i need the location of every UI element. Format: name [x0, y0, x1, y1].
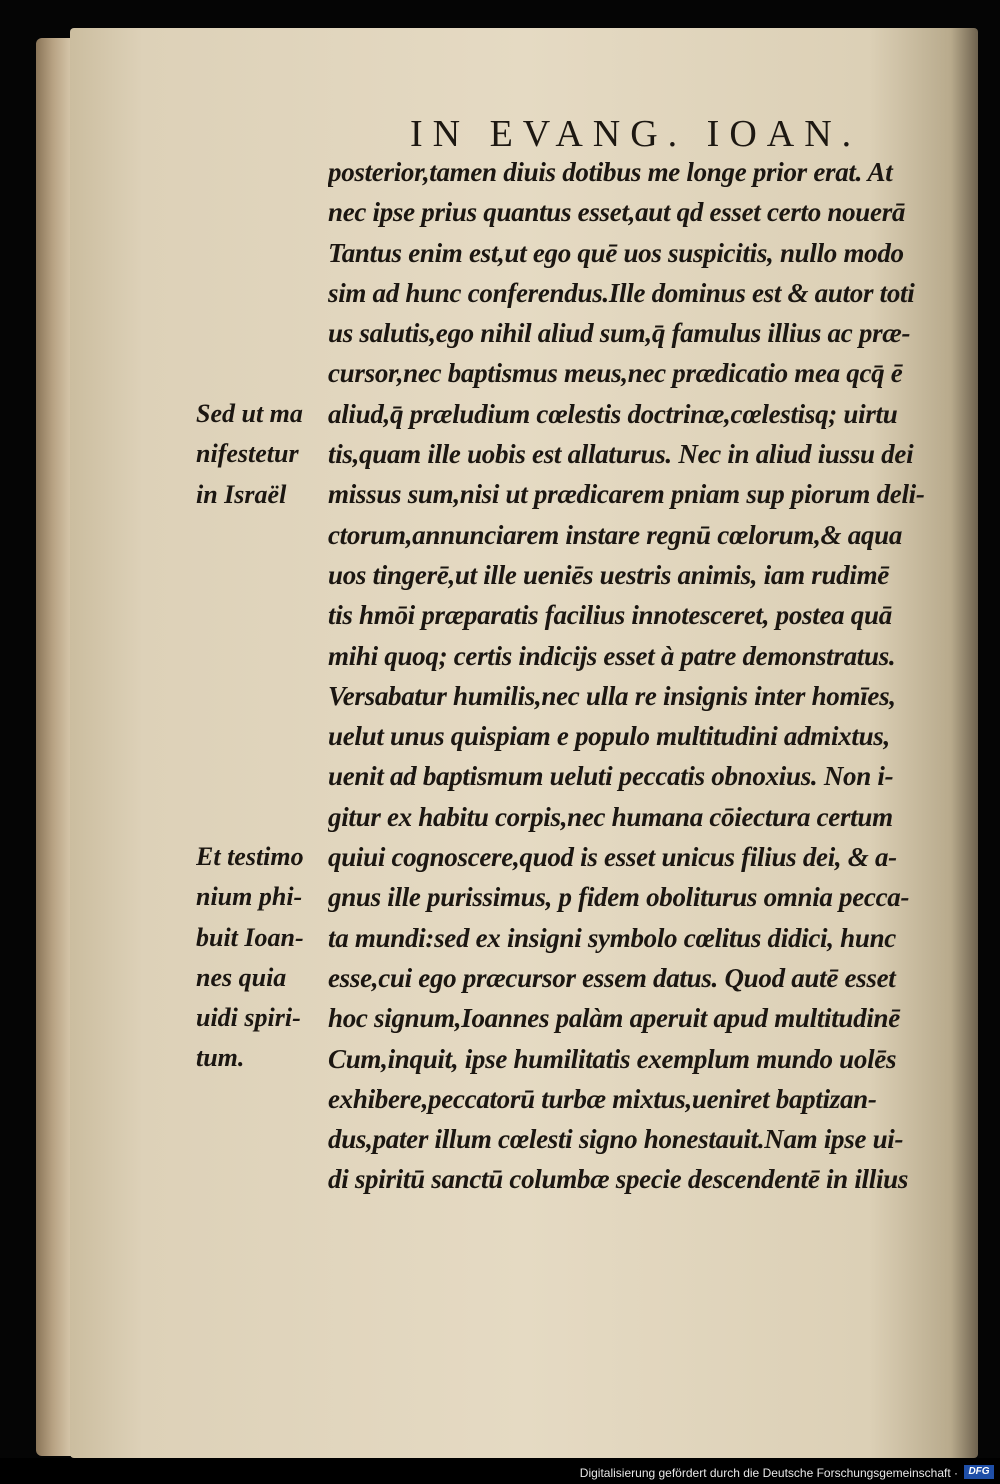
text-line: us salutis,ego nihil aliud sum,q̄ famulus illius ac præ- [328, 318, 911, 349]
text-line: dus,pater illum cœlesti signo honestauit.Nam ipse ui- [328, 1124, 904, 1155]
text-line: di spiritū sanctū columbæ specie descendentē in illius [328, 1164, 909, 1195]
text-line: mihi quoq; certis indicijs esset à patre demonstratus. [328, 640, 896, 671]
margin-note-line: tum. [196, 1043, 245, 1073]
text-line: posterior,tamen diuis dotibus me longe prior erat. At [328, 157, 893, 187]
text-line: ta mundi:sed ex insigni symbolo cœlitus didici, hunc [328, 922, 896, 953]
margin-note-line: buit Ioan- [196, 922, 304, 952]
text-line: Tantus enim est,ut ego quē uos suspicitis, nullo modo [328, 237, 904, 268]
text-line: tis hmōi præparatis facilius innotesceret, postea quā [328, 600, 892, 631]
margin-note-line: nium phi- [196, 882, 303, 912]
margin-note-line: uidi spiri- [196, 1003, 301, 1033]
text-line: esse,cui ego præcursor essem datus. Quod autē esset [328, 962, 896, 993]
text-line: uos tingerē,ut ille ueniēs uestris animis, iam rudimē [328, 559, 889, 590]
main-text-block [328, 152, 966, 1200]
margin-note-line: Et testimo [196, 842, 304, 871]
text-line: gnus ille purissimus, p fidem oboliturus omnia pecca- [328, 882, 910, 913]
text-line: missus sum,nisi ut prædicarem pniam sup piorum deli- [328, 479, 925, 510]
text-line: Cum,inquit, ipse humilitatis exemplum mundo uolēs [328, 1043, 897, 1074]
text-line: tis,quam ille uobis est allaturus. Nec in aliud iussu dei [328, 439, 914, 470]
text-line: ctorum,annunciarem instare regnū cœlorum,& aqua [328, 519, 903, 550]
text-line: sim ad hunc conferendus.Ille dominus est & autor toti [328, 277, 915, 308]
dfg-logo: DFG [964, 1465, 994, 1479]
running-head: IN EVANG. IOAN. [410, 113, 862, 155]
margin-note-line: nifestetur [196, 439, 299, 469]
funding-credit: Digitalisierung gefördert durch die Deutsche Forschungsgemeinschaft · [579, 1466, 958, 1480]
text-line: uelut unus quispiam e populo multitudini admixtus, [328, 721, 890, 752]
text-line: Versabatur humilis,nec ulla re insignis inter homīes, [328, 680, 896, 711]
margin-note-sed-ut-manifestetur [196, 394, 326, 515]
text-line: gitur ex habitu corpis,nec humana cōiectura certum [328, 801, 893, 832]
text-line: nec ipse prius quantus esset,aut qd esset certo nouerā [328, 197, 906, 228]
margin-note-line: Sed ut ma [196, 399, 303, 428]
margin-note-line: in Israël [196, 479, 287, 509]
text-line: quiui cognoscere,quod is esset unicus filius dei, & a- [328, 842, 897, 873]
margin-note-line: nes quia [196, 962, 287, 992]
text-line: cursor,nec baptismus meus,nec prædicatio mea qcq̄ ē [328, 358, 903, 389]
text-line: uenit ad baptismum ueluti peccatis obnoxius. Non i- [328, 761, 894, 792]
text-line: aliud,q̄ præludium cœlestis doctrinæ,cœlestisq; uirtu [328, 398, 898, 429]
footer-bar [0, 1458, 1000, 1484]
margin-note-et-testimonium [196, 837, 326, 1079]
text-line: exhibere,peccatorū turbæ mixtus,ueniret baptizan- [328, 1083, 877, 1114]
text-line: hoc signum,Ioannes palàm aperuit apud multitudinē [328, 1003, 900, 1034]
